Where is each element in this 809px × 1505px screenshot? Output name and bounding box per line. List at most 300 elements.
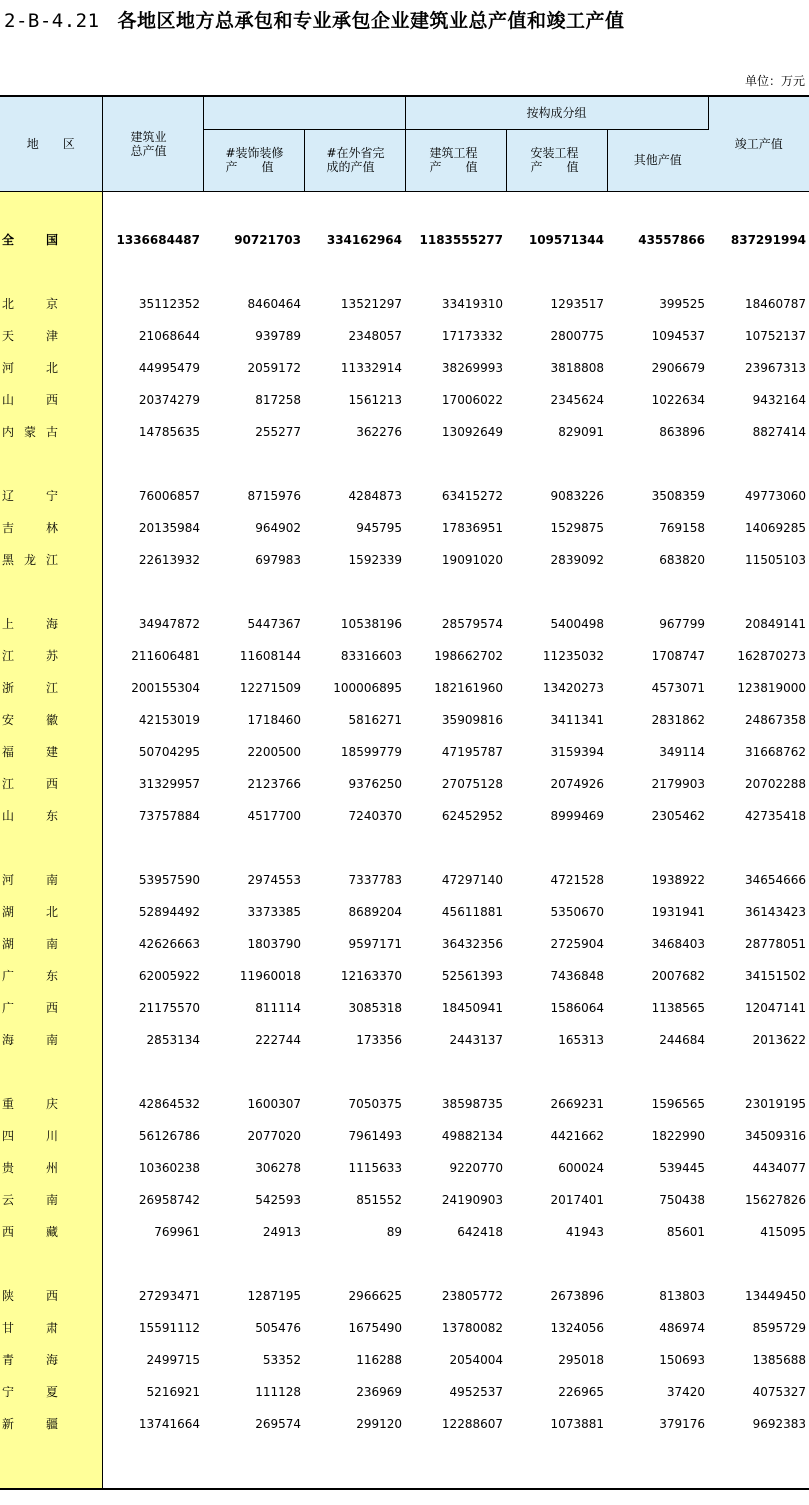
value-cell: 24913 — [262, 1224, 301, 1239]
region-name — [0, 896, 102, 928]
region-name — [0, 1152, 102, 1184]
value-cell: 165313 — [558, 1032, 604, 1047]
value-cell: 5400498 — [550, 616, 604, 631]
region-name — [0, 1120, 102, 1152]
table-row — [0, 672, 809, 704]
value-cell: 47195787 — [441, 744, 503, 759]
header-blank — [203, 96, 405, 129]
table-row — [0, 768, 809, 800]
region-char: 安 — [2, 713, 15, 727]
value-cell: 15591112 — [138, 1320, 200, 1335]
value-cell: 9597171 — [348, 936, 402, 951]
value-cell: 23805772 — [441, 1288, 503, 1303]
region-name — [0, 704, 102, 736]
region-char: 南 — [45, 1033, 58, 1047]
value-cell: 13521297 — [340, 296, 402, 311]
value-cell: 4952537 — [449, 1384, 503, 1399]
bottom-row — [0, 1440, 809, 1489]
value-cell: 85601 — [666, 1224, 706, 1239]
value-cell: 415095 — [760, 1224, 807, 1239]
value-cell: 3411341 — [550, 712, 604, 727]
header-region: 地 区 — [0, 96, 102, 191]
value-cell: 100006895 — [333, 680, 402, 695]
region-name — [0, 800, 102, 832]
value-cell: 4075327 — [752, 1384, 807, 1399]
value-cell: 17836951 — [441, 520, 503, 535]
value-cell: 211606481 — [131, 648, 200, 663]
value-cell: 1324056 — [550, 1320, 604, 1335]
table-row — [0, 352, 809, 384]
value-cell: 269574 — [255, 1416, 301, 1431]
region-char: 广 — [2, 1001, 15, 1015]
value-cell: 8999469 — [550, 808, 604, 823]
table-row — [0, 288, 809, 320]
value-cell: 14785635 — [138, 424, 200, 439]
header-installation: 安装工程 产 值 — [506, 129, 607, 191]
header-group: 按构成分组 — [405, 96, 708, 129]
value-cell: 13092649 — [441, 424, 503, 439]
table-row — [0, 608, 809, 640]
value-cell: 9432164 — [752, 392, 807, 407]
value-cell: 2499715 — [146, 1352, 200, 1367]
table-row — [0, 1184, 809, 1216]
region-name — [0, 1184, 102, 1216]
region-name — [0, 1312, 102, 1344]
region-char: 北 — [2, 297, 15, 311]
value-cell: 964902 — [255, 520, 301, 535]
region-char: 龙 — [23, 553, 36, 567]
value-cell: 11505103 — [744, 552, 807, 567]
value-cell: 22613932 — [138, 552, 200, 567]
value-cell: 349114 — [659, 744, 706, 759]
region-char: 北 — [45, 361, 58, 375]
value-cell: 1931941 — [651, 904, 706, 919]
table-row — [0, 224, 809, 256]
value-cell: 173356 — [356, 1032, 402, 1047]
region-char: 福 — [2, 745, 15, 759]
region-char: 南 — [45, 873, 58, 887]
table-row — [0, 480, 809, 512]
value-cell: 2906679 — [651, 360, 706, 375]
table-row — [0, 1376, 809, 1408]
unit-label: 单位：万元 — [744, 74, 805, 88]
table-row — [0, 800, 809, 832]
value-cell: 33419310 — [441, 296, 503, 311]
value-cell: 1115633 — [348, 1160, 402, 1175]
value-cell: 1293517 — [550, 296, 604, 311]
value-cell: 295018 — [558, 1352, 604, 1367]
value-cell: 2200500 — [247, 744, 301, 759]
page-title — [4, 6, 625, 33]
region-char: 西 — [45, 777, 58, 791]
value-cell: 2831862 — [651, 712, 706, 727]
value-cell: 7961493 — [348, 1128, 402, 1143]
value-cell: 8715976 — [247, 488, 301, 503]
table-row — [0, 512, 809, 544]
region-name — [0, 1024, 102, 1056]
value-cell: 42864532 — [138, 1096, 200, 1111]
value-cell: 17006022 — [441, 392, 503, 407]
value-cell: 52561393 — [441, 968, 503, 983]
table-row — [0, 896, 809, 928]
value-cell: 811114 — [255, 1000, 301, 1015]
value-cell: 27293471 — [138, 1288, 200, 1303]
region-char: 湖 — [2, 937, 15, 951]
region-name — [0, 352, 102, 384]
value-cell: 334162964 — [326, 232, 402, 247]
value-cell: 2669231 — [550, 1096, 604, 1111]
value-cell: 200155304 — [131, 680, 200, 695]
value-cell: 10538196 — [340, 616, 402, 631]
value-cell: 73757884 — [138, 808, 200, 823]
region-char: 浙 — [2, 681, 15, 695]
table-row — [0, 640, 809, 672]
region-char: 宁 — [45, 489, 58, 503]
region-char: 建 — [45, 745, 58, 759]
value-cell: 2007682 — [651, 968, 706, 983]
value-cell: 7050375 — [348, 1096, 402, 1111]
region-name — [0, 864, 102, 896]
value-cell: 939789 — [255, 328, 301, 343]
value-cell: 2443137 — [449, 1032, 503, 1047]
value-cell: 62005922 — [138, 968, 200, 983]
region-name — [0, 512, 102, 544]
value-cell: 1718460 — [247, 712, 301, 727]
value-cell: 12047141 — [744, 1000, 807, 1015]
value-cell: 42626663 — [138, 936, 200, 951]
value-cell: 2725904 — [550, 936, 604, 951]
value-cell: 505476 — [255, 1320, 301, 1335]
region-char: 宁 — [2, 1385, 15, 1399]
header-other: 其他产值 — [607, 129, 708, 191]
region-name — [0, 928, 102, 960]
value-cell: 769158 — [659, 520, 706, 535]
region-char: 河 — [2, 361, 15, 375]
value-cell: 20374279 — [138, 392, 200, 407]
value-cell: 2974553 — [247, 872, 301, 887]
value-cell: 539445 — [659, 1160, 706, 1175]
region-char: 江 — [2, 777, 15, 791]
spacer-row — [0, 832, 809, 864]
region-char: 古 — [45, 425, 58, 439]
region-char: 云 — [2, 1193, 15, 1207]
table-row — [0, 1088, 809, 1120]
value-cell: 19091020 — [441, 552, 503, 567]
region-name — [0, 288, 102, 320]
value-cell: 123819000 — [737, 680, 807, 695]
value-cell: 1803790 — [247, 936, 301, 951]
value-cell: 42153019 — [138, 712, 200, 727]
region-char: 青 — [2, 1353, 15, 1367]
header-decoration: #装饰装修 产 值 — [203, 129, 304, 191]
value-cell: 14069285 — [744, 520, 807, 535]
region-char: 海 — [2, 1033, 15, 1047]
value-cell: 116288 — [356, 1352, 402, 1367]
region-char: 辽 — [2, 489, 15, 503]
value-cell: 34947872 — [138, 616, 200, 631]
value-cell: 11960018 — [239, 968, 301, 983]
region-char: 吉 — [2, 521, 15, 535]
region-char: 新 — [2, 1417, 15, 1431]
region-name — [0, 416, 102, 448]
value-cell: 379176 — [659, 1416, 706, 1431]
value-cell: 52894492 — [138, 904, 200, 919]
region-name — [0, 768, 102, 800]
table-row — [0, 320, 809, 352]
value-cell: 53352 — [262, 1352, 301, 1367]
value-cell: 28778051 — [744, 936, 807, 951]
value-cell: 76006857 — [138, 488, 200, 503]
value-cell: 35909816 — [441, 712, 503, 727]
region-name — [0, 1280, 102, 1312]
region-char: 黑 — [2, 553, 15, 567]
region-char: 徽 — [45, 713, 58, 727]
region-name — [0, 1376, 102, 1408]
value-cell: 17173332 — [441, 328, 503, 343]
value-cell: 5216921 — [146, 1384, 200, 1399]
value-cell: 1094537 — [651, 328, 706, 343]
value-cell: 7337783 — [348, 872, 402, 887]
value-cell: 1529875 — [550, 520, 604, 535]
value-cell: 1385688 — [752, 1352, 807, 1367]
header-construction: 建筑工程 产 值 — [405, 129, 506, 191]
value-cell: 36143423 — [744, 904, 807, 919]
value-cell: 18460787 — [744, 296, 807, 311]
value-cell: 18599779 — [340, 744, 402, 759]
region-name — [0, 1088, 102, 1120]
value-cell: 27075128 — [441, 776, 503, 791]
region-name — [0, 480, 102, 512]
value-cell: 111128 — [255, 1384, 301, 1399]
value-cell: 542593 — [255, 1192, 301, 1207]
value-cell: 90721703 — [234, 232, 301, 247]
table-row — [0, 1152, 809, 1184]
region-name — [0, 224, 102, 256]
value-cell: 1138565 — [651, 1000, 706, 1015]
table-row — [0, 1120, 809, 1152]
value-cell: 244684 — [659, 1032, 706, 1047]
value-cell: 63415272 — [441, 488, 503, 503]
value-cell: 20702288 — [744, 776, 807, 791]
value-cell: 8827414 — [752, 424, 807, 439]
value-cell: 3468403 — [651, 936, 706, 951]
table-row — [0, 416, 809, 448]
region-char: 西 — [45, 1289, 58, 1303]
region-char: 甘 — [2, 1321, 15, 1335]
value-cell: 20135984 — [138, 520, 200, 535]
region-name — [0, 608, 102, 640]
value-cell: 18450941 — [441, 1000, 503, 1015]
value-cell: 226965 — [558, 1384, 604, 1399]
value-cell: 42735418 — [744, 808, 807, 823]
region-name — [0, 544, 102, 576]
region-char: 海 — [45, 1353, 58, 1367]
table-header — [0, 96, 809, 191]
value-cell: 837291994 — [730, 232, 807, 247]
value-cell: 35112352 — [138, 296, 200, 311]
value-cell: 7436848 — [550, 968, 604, 983]
value-cell: 2348057 — [348, 328, 402, 343]
table-title: 各地区地方总承包和专业承包企业建筑业总产值和竣工产值 — [117, 10, 625, 32]
value-cell: 362276 — [356, 424, 402, 439]
region-char: 州 — [45, 1161, 58, 1175]
value-cell: 2800775 — [550, 328, 604, 343]
value-cell: 89 — [386, 1224, 402, 1239]
value-cell: 1287195 — [247, 1288, 301, 1303]
value-cell: 62452952 — [441, 808, 503, 823]
value-cell: 49773060 — [744, 488, 807, 503]
value-cell: 9220770 — [449, 1160, 503, 1175]
table-row — [0, 960, 809, 992]
region-char: 林 — [45, 521, 58, 535]
table-row — [0, 1408, 809, 1440]
value-cell: 4284873 — [348, 488, 402, 503]
value-cell: 34151502 — [744, 968, 807, 983]
region-char: 重 — [2, 1097, 15, 1111]
table-row — [0, 1024, 809, 1056]
value-cell: 3085318 — [348, 1000, 402, 1015]
value-cell: 2673896 — [550, 1288, 604, 1303]
value-cell: 24867358 — [744, 712, 807, 727]
value-cell: 50704295 — [138, 744, 200, 759]
value-cell: 255277 — [255, 424, 301, 439]
spacer-row — [0, 1248, 809, 1280]
value-cell: 21175570 — [138, 1000, 200, 1015]
region-char: 蒙 — [23, 425, 36, 439]
region-name — [0, 1216, 102, 1248]
value-cell: 817258 — [255, 392, 301, 407]
value-cell: 967799 — [659, 616, 706, 631]
region-char: 北 — [45, 905, 58, 919]
value-cell: 31329957 — [138, 776, 200, 791]
value-cell: 2017401 — [550, 1192, 604, 1207]
region-char: 海 — [45, 617, 58, 631]
value-cell: 8460464 — [247, 296, 301, 311]
region-name — [0, 672, 102, 704]
value-cell: 2305462 — [651, 808, 706, 823]
value-cell: 13420273 — [542, 680, 604, 695]
value-cell: 3508359 — [651, 488, 706, 503]
value-cell: 642418 — [457, 1224, 503, 1239]
value-cell: 2077020 — [247, 1128, 301, 1143]
value-cell: 9376250 — [348, 776, 402, 791]
value-cell: 697983 — [255, 552, 301, 567]
value-cell: 8689204 — [348, 904, 402, 919]
region-name — [0, 960, 102, 992]
value-cell: 399525 — [659, 296, 706, 311]
value-cell: 750438 — [659, 1192, 706, 1207]
value-cell: 56126786 — [138, 1128, 200, 1143]
value-cell: 1336684487 — [116, 232, 200, 247]
spacer-row — [0, 191, 809, 224]
region-char: 西 — [45, 1001, 58, 1015]
spacer-row — [0, 256, 809, 288]
value-cell: 38598735 — [441, 1096, 503, 1111]
table-row — [0, 736, 809, 768]
value-cell: 34654666 — [744, 872, 807, 887]
value-cell: 2123766 — [247, 776, 301, 791]
value-cell: 12288607 — [441, 1416, 503, 1431]
value-cell: 683820 — [659, 552, 706, 567]
value-cell: 2853134 — [146, 1032, 200, 1047]
value-cell: 34509316 — [744, 1128, 807, 1143]
region-char: 广 — [2, 969, 15, 983]
table-row — [0, 992, 809, 1024]
region-char: 江 — [45, 553, 58, 567]
region-char: 天 — [2, 329, 15, 343]
value-cell: 13449450 — [744, 1288, 807, 1303]
region-name — [0, 1344, 102, 1376]
value-cell: 11332914 — [340, 360, 402, 375]
value-cell: 5816271 — [348, 712, 402, 727]
spacer-row — [0, 1056, 809, 1088]
value-cell: 3373385 — [247, 904, 301, 919]
value-cell: 36432356 — [441, 936, 503, 951]
value-cell: 37420 — [666, 1384, 706, 1399]
value-cell: 5447367 — [247, 616, 301, 631]
value-cell: 182161960 — [434, 680, 503, 695]
region-char: 四 — [2, 1129, 15, 1143]
value-cell: 222744 — [255, 1032, 301, 1047]
value-cell: 2059172 — [247, 360, 301, 375]
region-char: 疆 — [45, 1417, 58, 1431]
value-cell: 236969 — [356, 1384, 402, 1399]
value-cell: 198662702 — [434, 648, 503, 663]
region-char: 东 — [45, 809, 58, 823]
region-name — [0, 1408, 102, 1440]
region-char: 河 — [2, 873, 15, 887]
value-cell: 1592339 — [348, 552, 402, 567]
region-char: 京 — [45, 297, 58, 311]
value-cell: 5350670 — [550, 904, 604, 919]
value-cell: 41943 — [565, 1224, 604, 1239]
region-name — [0, 992, 102, 1024]
value-cell: 1600307 — [247, 1096, 301, 1111]
value-cell: 8595729 — [752, 1320, 807, 1335]
statistics-table — [0, 95, 809, 1490]
value-cell: 1938922 — [651, 872, 706, 887]
region-char: 陕 — [2, 1289, 15, 1303]
value-cell: 162870273 — [737, 648, 807, 663]
region-name — [0, 320, 102, 352]
header-total-value: 建筑业 总产值 — [102, 96, 203, 191]
region-name — [0, 736, 102, 768]
value-cell: 24190903 — [441, 1192, 503, 1207]
table-body — [0, 191, 809, 1489]
region-char: 夏 — [45, 1385, 58, 1399]
region-name — [0, 384, 102, 416]
table-row — [0, 704, 809, 736]
region-char: 贵 — [2, 1161, 15, 1175]
table-row — [0, 1280, 809, 1312]
value-cell: 45611881 — [441, 904, 503, 919]
region-char: 津 — [45, 329, 58, 343]
region-char: 藏 — [45, 1225, 58, 1239]
region-char: 上 — [2, 617, 15, 631]
table-row — [0, 1312, 809, 1344]
table-row — [0, 928, 809, 960]
value-cell: 3159394 — [550, 744, 604, 759]
value-cell: 31668762 — [744, 744, 807, 759]
table-row — [0, 544, 809, 576]
value-cell: 47297140 — [441, 872, 503, 887]
value-cell: 600024 — [558, 1160, 604, 1175]
value-cell: 150693 — [659, 1352, 706, 1367]
value-cell: 15627826 — [744, 1192, 807, 1207]
table-code: 2-B-4.21 — [4, 10, 100, 32]
region-char: 东 — [45, 969, 58, 983]
region-char: 苏 — [45, 649, 58, 663]
